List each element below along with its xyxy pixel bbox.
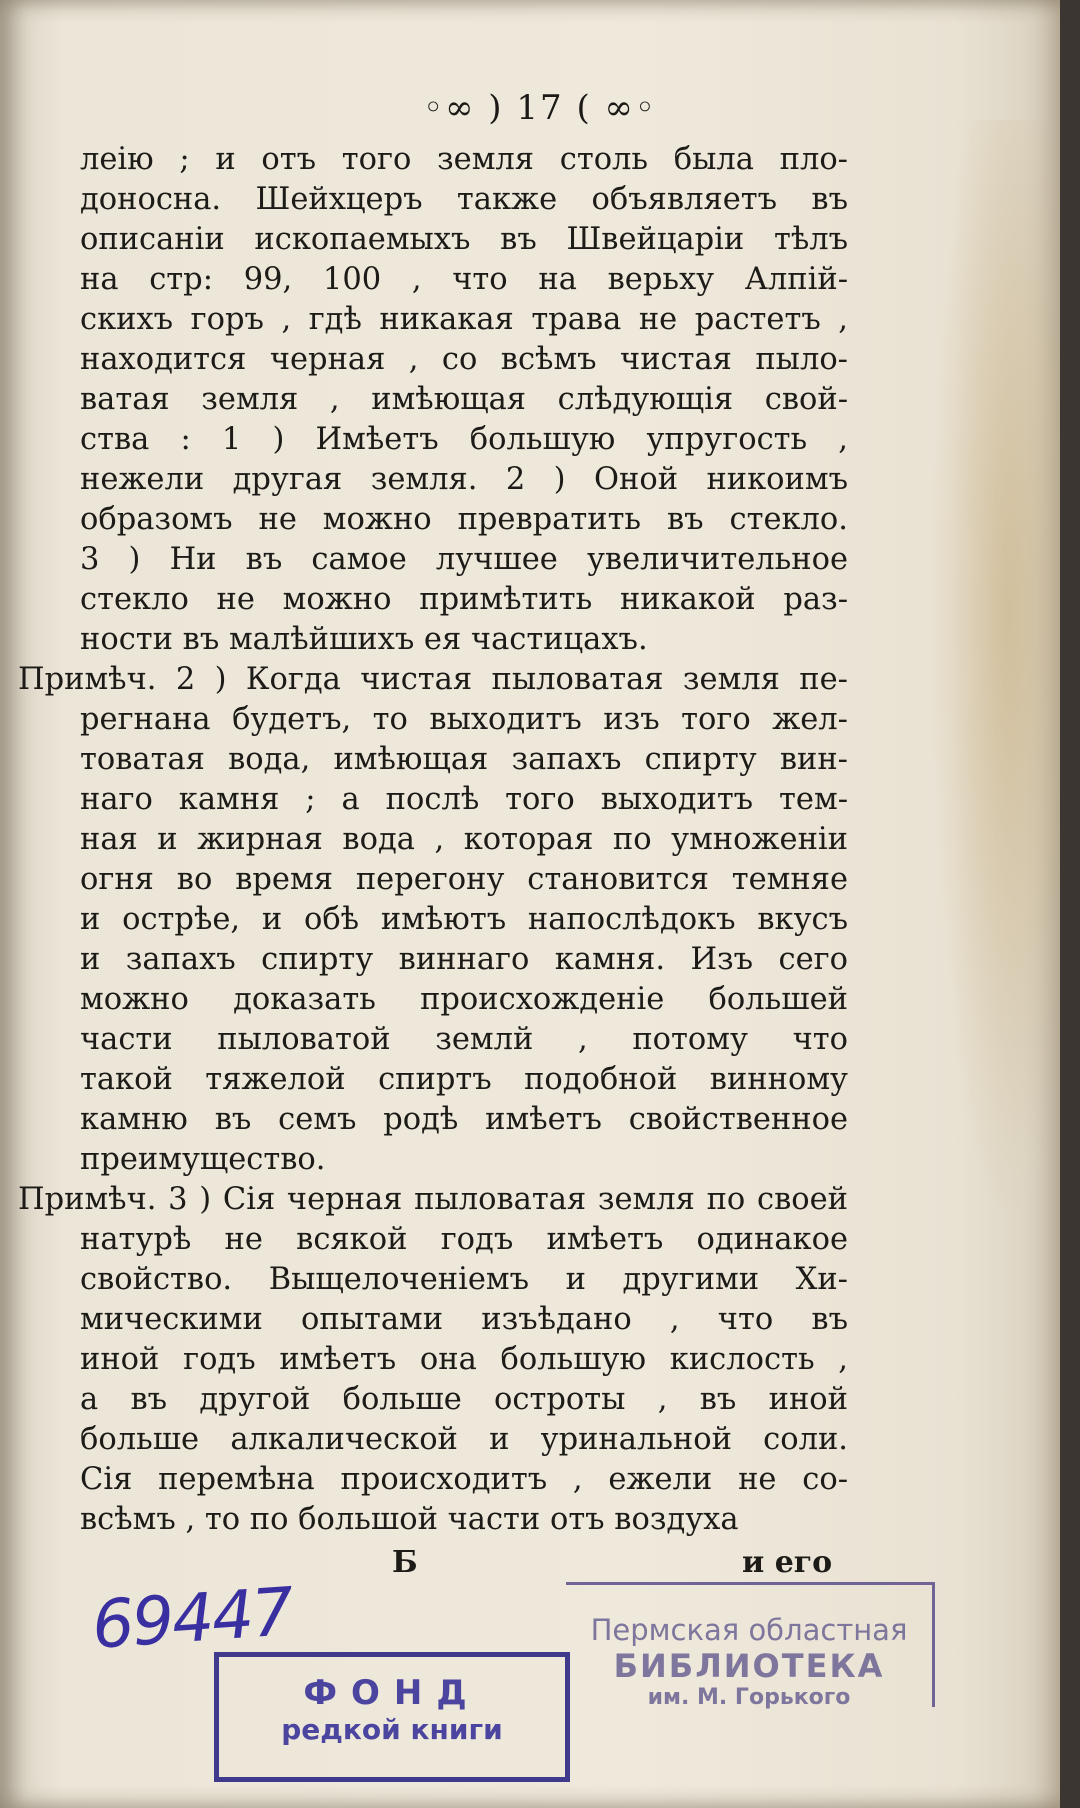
rare-books-stamp-line2: редкой книги	[281, 1713, 503, 1746]
text-line: образомъ не можно превратить въ стекло.	[80, 502, 848, 537]
text-line: можно доказать происхожденіе большей	[80, 982, 848, 1017]
paper-stain	[930, 120, 1060, 1220]
inventory-number: 69447	[89, 1573, 295, 1664]
text-line: части пыловатой землй , потому что	[80, 1022, 848, 1057]
text-line: больше алкалической и уринальной соли.	[80, 1422, 848, 1457]
text-line: Примѣч. 3 ) Сія черная пыловатая земля по своей	[18, 1182, 848, 1217]
text-line: Сія перемѣна происходитъ , ежели не со-	[80, 1462, 848, 1497]
text-line: такой тяжелой спиртъ подобной винному	[80, 1062, 848, 1097]
text-line: на стр: 99, 100 , что на верьху Алпій-	[80, 262, 848, 297]
page-footer	[0, 1545, 1080, 1585]
rare-books-stamp	[214, 1652, 570, 1782]
text-line: товатая вода, имѣющая запахъ спирту вин-	[80, 742, 848, 777]
note-3	[18, 1180, 848, 1540]
text-line: и запахъ спирту виннаго камня. Изъ сего	[80, 942, 848, 977]
text-line: Примѣч. 2 ) Когда чистая пыловатая земля пе-	[18, 662, 848, 697]
page-header: ◦∞ ) 17 ( ∞◦	[423, 88, 657, 128]
text-line: преимущество.	[80, 1142, 326, 1177]
text-line: леію ; и отъ того земля столь была пло-	[80, 142, 848, 177]
text-line: скихъ горъ , гдѣ никакая трава не растетъ ,	[80, 302, 848, 337]
text-line: и острѣе, и обѣ имѣютъ напослѣдокъ вкусъ	[80, 902, 848, 937]
text-line: всѣмъ , то по большой части отъ воздуха	[80, 1502, 739, 1537]
library-stamp	[566, 1582, 935, 1710]
text-line: описаніи ископаемыхъ въ Швейцаріи тѣлъ	[80, 222, 848, 257]
signature-mark: Б	[392, 1545, 418, 1580]
text-line: регнана будетъ, то выходитъ изъ того жел-	[80, 702, 848, 737]
text-line: ности въ малѣйшихъ ея частицахъ.	[80, 622, 648, 657]
text-line: стекло не можно примѣтить никакой раз-	[80, 582, 848, 617]
body-text	[18, 140, 848, 1540]
catchword: и его	[742, 1545, 833, 1580]
library-stamp-line3: им. М. Горького	[647, 1685, 851, 1710]
library-stamp-line2: БИБЛИОТЕКА	[613, 1647, 885, 1685]
rare-books-stamp-line1: ФОНД	[303, 1673, 481, 1713]
note-2	[18, 660, 848, 1180]
text-line: наго камня ; а послѣ того выходитъ тем-	[80, 782, 848, 817]
library-stamp-line1: Пермская областная	[590, 1613, 908, 1647]
text-line: ная и жирная вода , которая по умноженіи	[80, 822, 848, 857]
text-line: иной годъ имѣетъ она большую кислость ,	[80, 1342, 848, 1377]
text-line: свойство. Выщелоченіемъ и другими Хи-	[80, 1262, 848, 1297]
paragraph-continuation	[80, 140, 848, 660]
text-line: ства : 1 ) Имѣетъ большую упругость ,	[80, 422, 848, 457]
text-line: а въ другой больше остроты , въ иной	[80, 1382, 848, 1417]
text-line: нежели другая земля. 2 ) Оной никоимъ	[80, 462, 848, 497]
text-line: камню въ семъ родѣ имѣетъ свойственное	[80, 1102, 848, 1137]
text-line: огня во время перегону становится темняе	[80, 862, 848, 897]
text-line: ватая земля , имѣющая слѣдующія свой-	[80, 382, 848, 417]
text-line: 3 ) Ни въ самое лучшее увеличительное	[80, 542, 848, 577]
text-line: доносна. Шейхцеръ также объявляетъ въ	[80, 182, 848, 217]
text-line: мическими опытами изъѣдано , что въ	[80, 1302, 848, 1337]
text-line: находится черная , со всѣмъ чистая пыло-	[80, 342, 848, 377]
text-line: натурѣ не всякой годъ имѣетъ одинакое	[80, 1222, 848, 1257]
